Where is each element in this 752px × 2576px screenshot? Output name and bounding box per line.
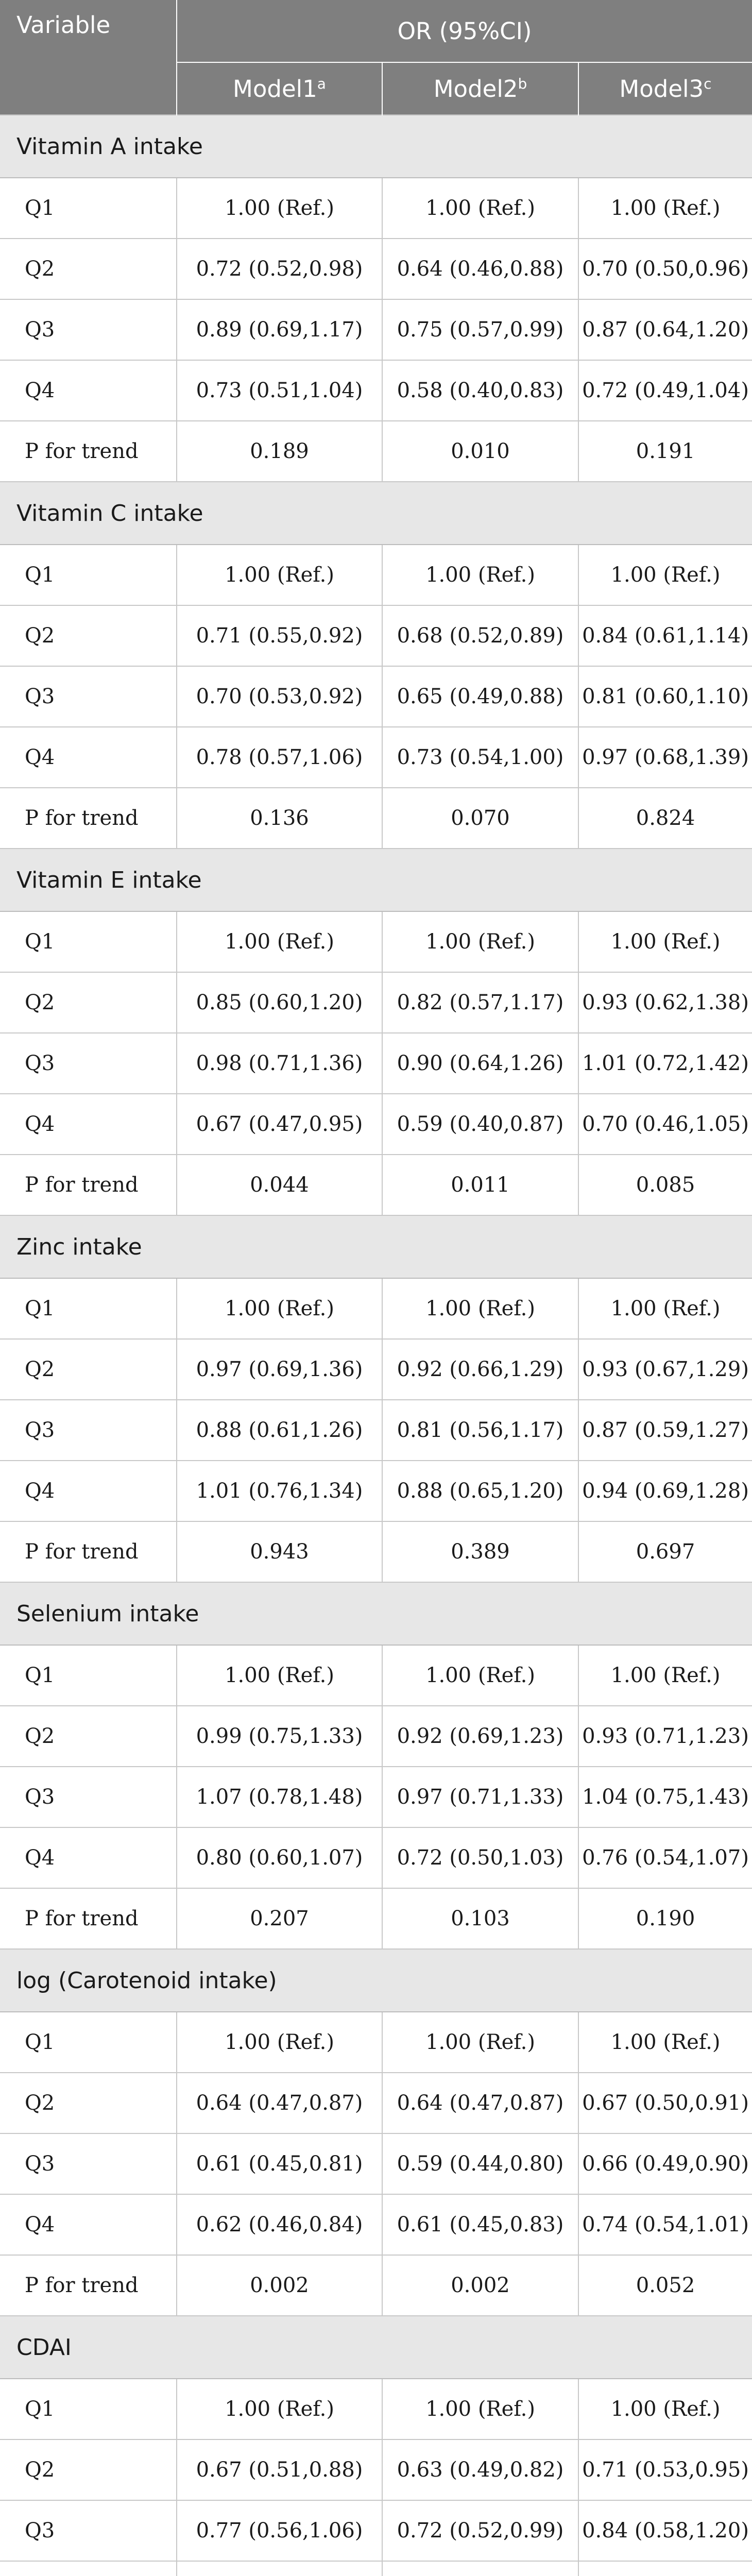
row-label: P for trend [0,1155,177,1215]
group-row [0,115,752,178]
row-label: P for trend [0,2255,177,2316]
model1-header: Model1$^a$ [177,62,382,115]
model3-cell: 0.190 [578,1888,752,1949]
model1-cell: 0.97 (0.69,1.36) [177,1339,382,1400]
row-label: Q1 [0,2012,177,2073]
table-row [0,1645,752,1706]
model3-cell: 0.74 (0.54,1.01) [578,2194,752,2255]
model1-cell: 0.85 (0.60,1.20) [177,972,382,1033]
model3-cell: 0.93 (0.71,1.23) [578,1706,752,1767]
model2-cell: 1.00 (Ref.) [382,2012,578,2073]
row-label [0,2561,177,2576]
model1-cell: 0.62 (0.46,0.84) [177,2194,382,2255]
model1-cell: 1.01 (0.76,1.34) [177,1461,382,1521]
model2-cell: 1.00 (Ref.) [382,911,578,972]
group-row [0,1215,752,1278]
row-label: Q4 [0,1461,177,1521]
model2-cell: 0.72 (0.52,0.99) [382,2500,578,2561]
model3-cell: 0.66 (0.49,0.90) [578,2133,752,2194]
table-row [0,2073,752,2133]
group-row [0,482,752,545]
table-row [0,1706,752,1767]
model2-cell: 0.73 (0.54,1.00) [382,727,578,788]
row-label: Q2 [0,2439,177,2500]
table-row [0,1521,752,1582]
model2-cell: 0.92 (0.69,1.23) [382,1706,578,1767]
model2-cell: 0.68 (0.52,0.89) [382,605,578,666]
model1-cell: 1.07 (0.78,1.48) [177,1767,382,1827]
model3-cell: 0.93 (0.62,1.38) [578,972,752,1033]
group-title: Vitamin A intake [0,115,752,178]
model2-cell: 0.72 (0.50,1.03) [382,1827,578,1888]
row-label: Q3 [0,2500,177,2561]
row-label: Q3 [0,1033,177,1094]
model3-cell: 0.94 (0.69,1.28) [578,1461,752,1521]
model3-cell: 1.00 (Ref.) [578,178,752,239]
model2-cell: 0.75 (0.57,0.99) [382,299,578,360]
group-title: Vitamin C intake [0,482,752,545]
group-title: Selenium intake [0,1582,752,1645]
model3-cell: 1.04 (0.75,1.43) [578,1767,752,1827]
model2-cell: 0.63 (0.49,0.82) [382,2439,578,2500]
table-row [0,1339,752,1400]
table-row [0,2255,752,2316]
model2-cell: 0.90 (0.64,1.26) [382,1033,578,1094]
model3-cell: 0.97 (0.68,1.39) [578,727,752,788]
model2-header: Model2$^b$ [382,62,578,115]
model3-cell: 1.00 (Ref.) [578,2379,752,2439]
model3-cell: 0.84 (0.58,1.20) [578,2500,752,2561]
model1-cell: 0.89 (0.69,1.17) [177,299,382,360]
model2-cell: 0.88 (0.65,1.20) [382,1461,578,1521]
table-row [0,360,752,421]
model1-cell: 0.77 (0.56,1.06) [177,2500,382,2561]
model2-cell: 0.64 (0.46,0.88) [382,239,578,299]
model3-cell: 0.052 [578,2255,752,2316]
row-label: Q2 [0,1339,177,1400]
model2-cell: 1.00 (Ref.) [382,545,578,605]
model3-cell: 0.70 (0.46,1.05) [578,1094,752,1155]
row-label: Q2 [0,1706,177,1767]
model1-cell: 1.00 (Ref.) [177,545,382,605]
row-label: Q3 [0,2133,177,2194]
table-body [0,115,752,2576]
model2-cell: 1.00 (Ref.) [382,1645,578,1706]
model1-cell: 1.00 (Ref.) [177,1645,382,1706]
row-label: Q4 [0,1827,177,1888]
row-label: Q3 [0,666,177,727]
model2-cell: 0.92 (0.66,1.29) [382,1339,578,1400]
table-row [0,1033,752,1094]
model3-cell: 0.87 (0.59,1.27) [578,1400,752,1461]
table-row [0,2133,752,2194]
row-label: P for trend [0,1521,177,1582]
table-row [0,2012,752,2073]
model2-cell: 0.61 (0.45,0.83) [382,2194,578,2255]
table-row [0,911,752,972]
row-label: Q4 [0,360,177,421]
model1-cell: 0.207 [177,1888,382,1949]
group-row [0,849,752,911]
row-label: Q4 [0,1094,177,1155]
model2-cell: 0.011 [382,1155,578,1215]
table-row [0,239,752,299]
row-label: Q4 [0,2194,177,2255]
table-row [0,299,752,360]
table-row [0,1461,752,1521]
table-row [0,1888,752,1949]
row-label: Q3 [0,1400,177,1461]
variable-header: Variable [0,0,177,115]
model1-cell: 0.71 (0.55,0.92) [177,605,382,666]
model3-cell: 0.70 (0.50,0.96) [578,239,752,299]
model3-cell: 0.93 (0.67,1.29) [578,1339,752,1400]
model1-cell: 0.64 (0.47,0.87) [177,2073,382,2133]
model3-cell: 0.697 [578,1521,752,1582]
model1-cell: 0.67 (0.51,0.88) [177,2439,382,2500]
model3-cell: 0.191 [578,421,752,482]
model1-cell: 0.99 (0.75,1.33) [177,1706,382,1767]
model2-cell: 0.59 (0.44,0.80) [382,2133,578,2194]
table-row [0,545,752,605]
model3-cell: 0.76 (0.54,1.07) [578,1827,752,1888]
model2-cell: 0.65 (0.49,0.88) [382,666,578,727]
model3-header: Model3$^c$ [578,62,752,115]
model1-cell: 0.67 (0.47,0.95) [177,1094,382,1155]
model2-cell: 0.64 (0.47,0.87) [382,2073,578,2133]
model3-cell [578,2561,752,2576]
model1-cell: 0.61 (0.45,0.81) [177,2133,382,2194]
table-row [0,1767,752,1827]
table-row [0,1400,752,1461]
model1-cell: 0.80 (0.60,1.07) [177,1827,382,1888]
table-row [0,788,752,849]
row-label: Q2 [0,2073,177,2133]
model2-cell: 0.389 [382,1521,578,1582]
model1-cell: 0.78 (0.57,1.06) [177,727,382,788]
model2-cell: 0.103 [382,1888,578,1949]
row-label: Q2 [0,239,177,299]
table-row [0,2379,752,2439]
model3-cell: 0.81 (0.60,1.10) [578,666,752,727]
row-label: Q1 [0,1278,177,1339]
model1-cell [177,2561,382,2576]
model1-cell: 1.00 (Ref.) [177,2012,382,2073]
model3-cell: 0.72 (0.49,1.04) [578,360,752,421]
model1-cell: 0.002 [177,2255,382,2316]
model1-cell: 0.73 (0.51,1.04) [177,360,382,421]
model2-cell: 1.00 (Ref.) [382,178,578,239]
row-label: Q1 [0,2379,177,2439]
group-title: Zinc intake [0,1215,752,1278]
model1-cell: 0.136 [177,788,382,849]
row-label: P for trend [0,1888,177,1949]
group-row [0,1949,752,2012]
group-title: Vitamin E intake [0,849,752,911]
row-label: Q1 [0,911,177,972]
model3-cell: 1.00 (Ref.) [578,545,752,605]
model1-cell: 1.00 (Ref.) [177,178,382,239]
table-row [0,2194,752,2255]
row-label: Q3 [0,299,177,360]
model2-cell: 0.58 (0.40,0.83) [382,360,578,421]
row-label: Q1 [0,178,177,239]
header-row-top [0,0,752,62]
model3-cell: 0.824 [578,788,752,849]
model3-cell: 0.71 (0.53,0.95) [578,2439,752,2500]
model1-cell: 0.70 (0.53,0.92) [177,666,382,727]
model3-cell: 1.00 (Ref.) [578,911,752,972]
row-label: Q1 [0,1645,177,1706]
table-row [0,727,752,788]
model2-cell: 0.002 [382,2255,578,2316]
model3-cell: 1.00 (Ref.) [578,1278,752,1339]
model2-cell: 0.82 (0.57,1.17) [382,972,578,1033]
model3-cell: 1.00 (Ref.) [578,1645,752,1706]
model3-cell: 1.00 (Ref.) [578,2012,752,2073]
model3-cell: 0.085 [578,1155,752,1215]
table-row [0,2439,752,2500]
group-title: log (Carotenoid intake) [0,1949,752,2012]
model2-cell: 0.59 (0.40,0.87) [382,1094,578,1155]
model3-cell: 0.84 (0.61,1.14) [578,605,752,666]
table-row [0,2500,752,2561]
model1-cell: 1.00 (Ref.) [177,2379,382,2439]
model1-cell: 0.88 (0.61,1.26) [177,1400,382,1461]
model1-cell: 0.72 (0.52,0.98) [177,239,382,299]
or-ci-header: OR (95%CI) [177,0,752,62]
row-label: P for trend [0,788,177,849]
table-row [0,605,752,666]
model1-cell: 1.00 (Ref.) [177,1278,382,1339]
table-row [0,1278,752,1339]
table-row [0,2561,752,2576]
model1-cell: 1.00 (Ref.) [177,911,382,972]
model1-cell: 0.98 (0.71,1.36) [177,1033,382,1094]
row-label: P for trend [0,421,177,482]
model2-cell: 0.81 (0.56,1.17) [382,1400,578,1461]
table-row [0,1827,752,1888]
model1-cell: 0.044 [177,1155,382,1215]
group-row [0,1582,752,1645]
model1-cell: 0.189 [177,421,382,482]
model1-cell: 0.943 [177,1521,382,1582]
model3-cell: 0.87 (0.64,1.20) [578,299,752,360]
model2-cell: 0.010 [382,421,578,482]
group-title: CDAI [0,2316,752,2379]
table-row [0,972,752,1033]
group-row [0,2316,752,2379]
model2-cell: 0.97 (0.71,1.33) [382,1767,578,1827]
row-label: Q2 [0,972,177,1033]
model2-cell: 0.070 [382,788,578,849]
row-label: Q3 [0,1767,177,1827]
row-label: Q1 [0,545,177,605]
table-row [0,178,752,239]
table-row [0,421,752,482]
model2-cell: 1.00 (Ref.) [382,1278,578,1339]
model2-cell: 1.00 (Ref.) [382,2379,578,2439]
model3-cell: 1.01 (0.72,1.42) [578,1033,752,1094]
table-row [0,1155,752,1215]
row-label: Q4 [0,727,177,788]
table-row [0,666,752,727]
table-row [0,1094,752,1155]
model3-cell: 0.67 (0.50,0.91) [578,2073,752,2133]
row-label: Q2 [0,605,177,666]
model2-cell [382,2561,578,2576]
